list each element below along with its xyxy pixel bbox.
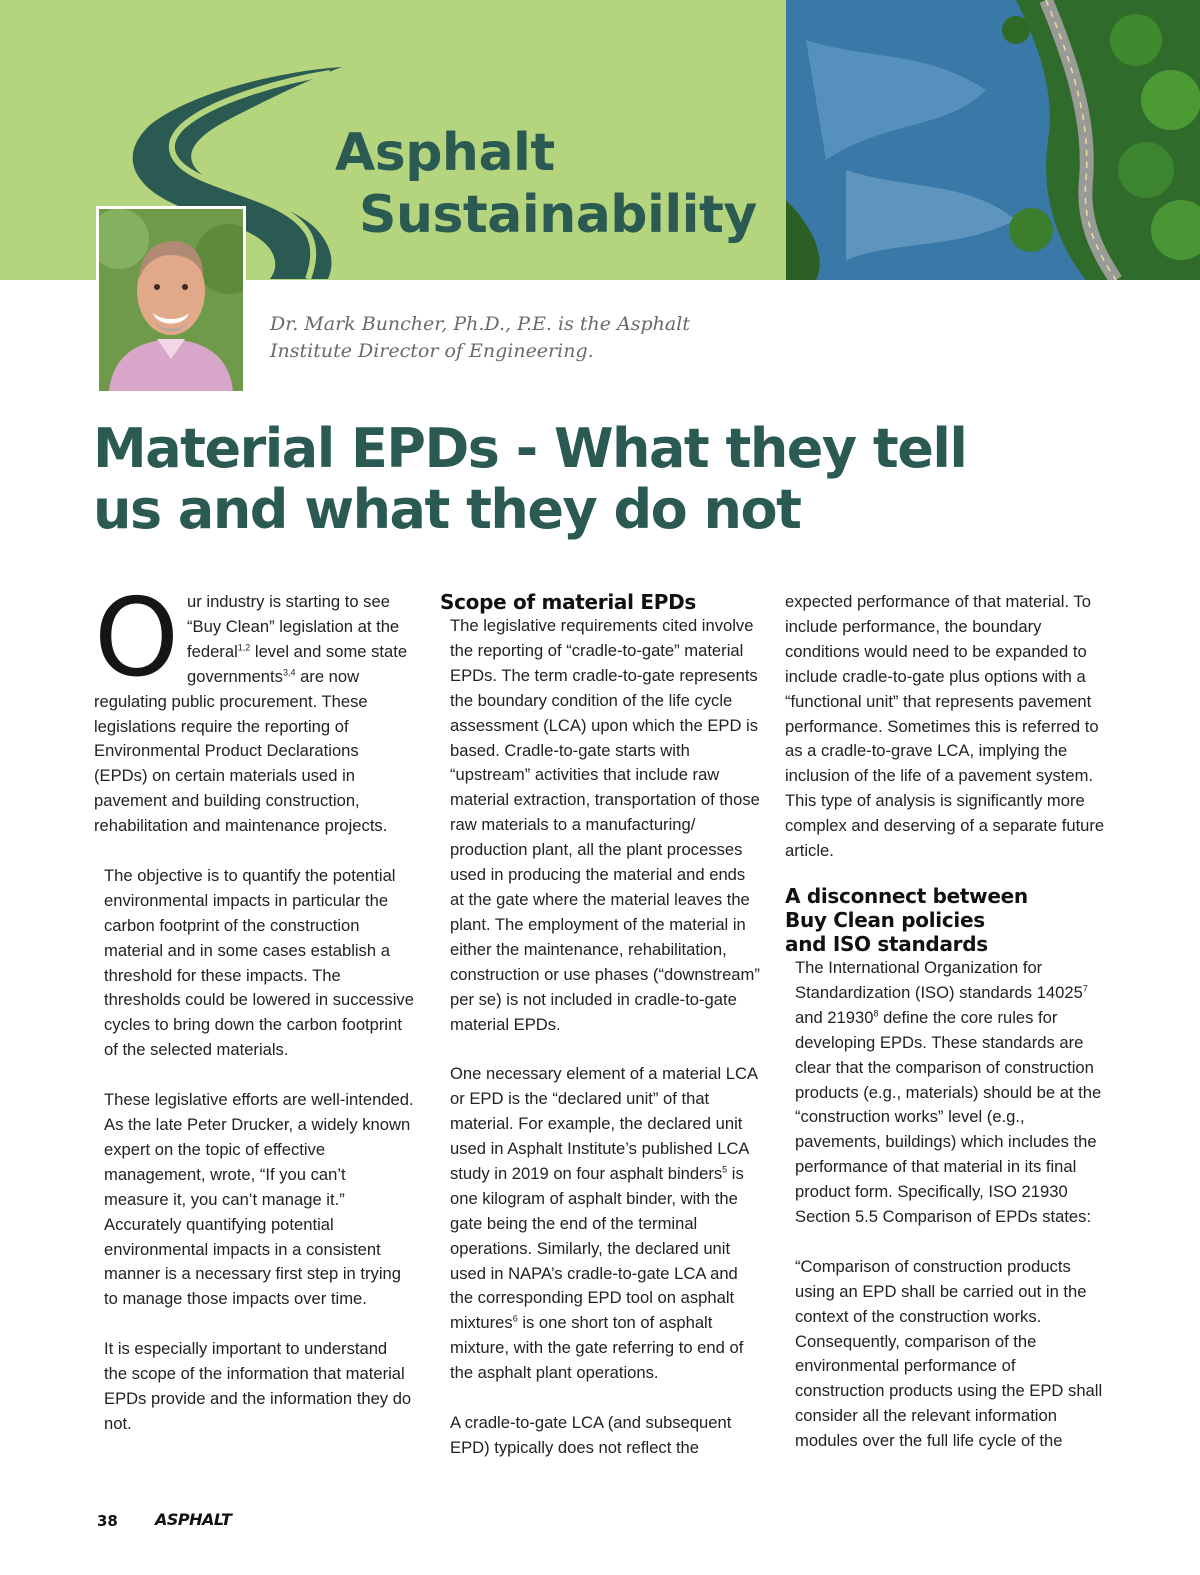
section-heading-scope: Scope of material EPDs [440, 590, 696, 614]
body-text-a: One necessary element of a material LCA or EPD is the “declared unit” of that material. For example, the declared unit used in Asphalt Institute’s published LCA study in 2019 on four asphalt binders [450, 1064, 758, 1183]
author-portrait [96, 206, 246, 394]
article-column-2 [440, 590, 762, 1461]
body-paragraph: The objective is to quantify the potential environmental impacts in particular the carbon footprint of the construction material and in some cases establish a threshold for these impacts. The thresholds could be lowered in successive cycles to bring down the carbon footprint of the selected materials. [104, 865, 414, 1060]
intro-paragraph [94, 576, 414, 839]
body-paragraph: The legislative requirements cited involve the reporting of “cradle-to-gate” material EPDs. The term cradle-to-gate represents the boundary condition of the life cycle assessment (LCA) upon which the EPD is based. Cradle-to-gate starts with “upstream” activities that include raw material extraction, transportation of those raw materials to a manufacturing/ production plant, all the plant processes used in producing the material and ends at the gate where the material leaves the plant. The employment of the material in either the maintenance, rehabilitation, construction or use phases (“downstream” per se) is not included in cradle-to-gate material EPDs. [450, 616, 760, 1034]
section-kicker [335, 122, 757, 246]
drop-cap: O [94, 576, 180, 701]
page-number: 38 [97, 1512, 118, 1530]
quote-paragraph: “Comparison of construction products using an EPD shall be carried out in the context of the construction works. Consequently, comparison of the environmental performance of construction products using the EPD shall consider all the relevant information modules over the full life cycle of the [795, 1256, 1103, 1451]
body-text-b: and 21930 [795, 1007, 874, 1027]
forest-lake-photo [786, 0, 1200, 280]
body-paragraph [785, 956, 1107, 1230]
footnote-ref: 6 [512, 1313, 518, 1324]
body-paragraph: It is especially important to understand the scope of the information that material EPDs provide and the information they do not. [104, 1339, 412, 1433]
footnote-ref: 7 [1082, 983, 1088, 994]
footnote-ref: 8 [873, 1008, 879, 1019]
footnote-ref: 3,4 [282, 667, 296, 678]
article-column-3 [785, 590, 1107, 1454]
footnote-ref: 5 [722, 1164, 728, 1175]
headline-line-2: us and what they do not [93, 478, 801, 541]
footnote-ref: 1,2 [237, 642, 251, 653]
kicker-line-1: Asphalt [335, 123, 555, 183]
section-heading-disconnect [785, 884, 1107, 956]
body-paragraph: These legislative efforts are well-intended. As the late Peter Drucker, a widely known expert on the topic of effective management, wrote, “If you can’t measure it, you can’t manage it.” Accurately quantifying potential environmental impacts in a consistent manner is a necessary first step in trying to manage those impacts over time. [104, 1090, 414, 1309]
intro-text-a: ur industry is starting to see “Buy Clean” legislation at the federal [187, 592, 400, 661]
intro-text-c: are now regulating public procurement. These legislations require the reporting of Environmental Product Declarations (EPDs) on certain materials used in pavement and building construction, rehabilitation and maintenance projects. [94, 666, 388, 836]
body-paragraph [440, 1062, 762, 1386]
heading-line-3: and ISO standards [785, 931, 988, 956]
body-text-b: is one kilogram of asphalt binder, with the gate being the end of the terminal operations. Similarly, the declared unit used in NAPA’s cradle-to-gate LCA and the corresponding EPD tool on asphalt mixtures [450, 1163, 744, 1333]
body-paragraph: A cradle-to-gate LCA (and subsequent EPD) typically does not reflect the [450, 1412, 732, 1457]
body-text-a: The International Organization for Standardization (ISO) standards 14025 [795, 957, 1083, 1002]
headline-line-1: Material EPDs - What they tell [93, 417, 967, 480]
kicker-line-2: Sustainability [359, 185, 757, 245]
magazine-logo: ASPHALT [155, 1510, 232, 1529]
body-text-c: define the core rules for developing EPDs. These standards are clear that the comparison of construction products (e.g., materials) should be at the “construction works” level (e.g., pavements, buildings) which includes the performance of that material in its final product form. Specifically, ISO 21930 Section 5.5 Comparison of EPDs states: [795, 1007, 1102, 1227]
author-byline [270, 311, 740, 365]
intro-text-b: level and some state governments [187, 641, 408, 686]
byline-line-1: Dr. Mark Buncher, Ph.D., P.E. is the Asphalt [270, 313, 690, 335]
article-column-1 [94, 576, 414, 1437]
body-paragraph: expected performance of that material. To include performance, the boundary conditions would need to be expanded to include cradle-to-gate plus options with a “functional unit” that represents pavement performance. Sometimes this is referred to as a cradle-to-grave LCA, implying the inclusion of the life of a pavement system. This type of analysis is significantly more complex and deserving of a separate future article. [785, 592, 1105, 861]
heading-line-2: Buy Clean policies [785, 907, 985, 932]
heading-line-1: A disconnect between [785, 883, 1028, 908]
byline-line-2: Institute Director of Engineering. [270, 340, 594, 362]
body-text-c: is one short ton of asphalt mixture, with the gate referring to end of the asphalt plant operations. [450, 1313, 744, 1383]
article-headline [93, 418, 993, 540]
